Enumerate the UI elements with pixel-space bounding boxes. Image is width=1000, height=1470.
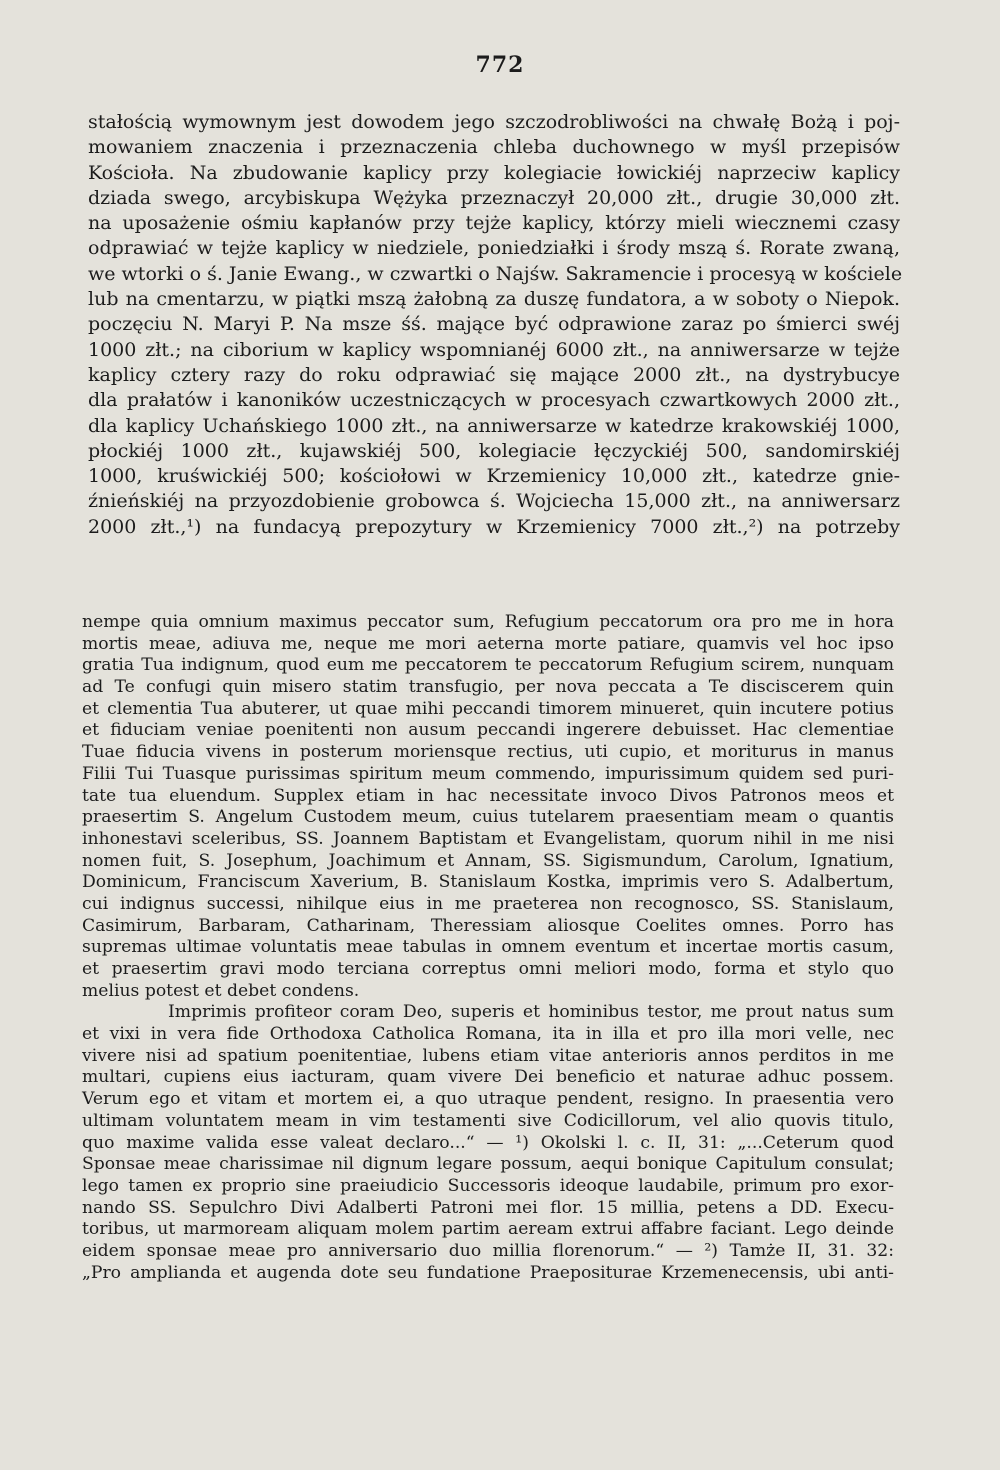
footnote-line: eidem sponsae meae pro anniversario duo millia florenorum.“ — ²) Tamże II, 31. 32:	[82, 1240, 894, 1261]
footnote-line: Filii Tui Tuasque purissimas spiritum meum commendo, impurissimum quidem sed puri-	[82, 763, 894, 784]
main-text-line: Kościoła. Na zbudowanie kaplicy przy kolegiacie łowickiéj naprzeciw kaplicy	[88, 161, 900, 184]
footnote-line: cui indignus successi, nihilque eius in me praeterea non recognosco, SS. Stanislaum,	[82, 893, 894, 914]
main-text-line: stałością wymownym jest dowodem jego szczodrobliwości na chwałę Bożą i poj-	[88, 111, 900, 133]
footnote-line: et fiduciam veniae poenitenti non ausum peccandi ingerere debuisset. Hac clementiae	[82, 720, 894, 741]
main-text-line: 1000, kruświckiéj 500; kościołowi w Krzemienicy 10,000 złt., katedrze gnie-	[88, 465, 900, 488]
main-text-line: na uposażenie ośmiu kapłanów przy tejże kaplicy, którzy mieli wiecznemi czasy	[88, 212, 900, 235]
footnote-line: Verum ego et vitam et mortem ei, a quo utraque pendent, resigno. In praesentia vero	[82, 1089, 894, 1110]
main-text-line: źnieńskiéj na przyozdobienie grobowca ś. Wojciecha 15,000 złt., na anniwersarz	[88, 490, 900, 513]
footnote-line: Sponsae meae charissimae nil dignum legare possum, aequi bonique Capitulum consulat;	[82, 1154, 894, 1175]
main-text-line: odprawiać w tejże kaplicy w niedziele, poniedziałki i środy mszą ś. Rorate zwaną,	[88, 237, 900, 260]
main-text-line: 1000 złt.; na ciborium w kaplicy wspomnianéj 6000 złt., na anniwersarze w tejże	[88, 338, 900, 361]
footnotes-block	[82, 612, 894, 1284]
footnote-line: Imprimis profiteor coram Deo, superis et hominibus testor, me prout natus sum	[168, 1002, 894, 1023]
main-text-line: płockiéj 1000 złt., kujawskiéj 500, kolegiacie łęczyckiéj 500, sandomirskiéj	[88, 439, 900, 462]
footnote-line: vivere nisi ad spatium poenitentiae, lubens etiam vitae anterioris annos perditos in me	[82, 1045, 894, 1066]
footnote-line: lego tamen ex proprio sine praeiudicio Successoris ideoque laudabile, primum pro exor-	[82, 1175, 894, 1196]
main-text-line: dla prałatów i kanoników uczestniczących w procesyach czwartkowych 2000 złt.,	[88, 389, 900, 412]
main-text-line: dziada swego, arcybiskupa Wężyka przeznaczył 20,000 złt., drugie 30,000 złt.	[88, 186, 900, 209]
footnote-line: melius potest et debet condens.	[82, 980, 360, 1001]
footnote-line: mortis meae, adiuva me, neque me mori aeterna morte patiare, quamvis vel hoc ipso	[82, 633, 894, 654]
footnote-line: et praesertim gravi modo terciana correptus omni meliori modo, forma et stylo quo	[82, 959, 894, 979]
footnote-line: et vixi in vera fide Orthodoxa Catholica Romana, ita in illa et pro illa mori velle, nec	[82, 1024, 894, 1045]
page-number: 772	[475, 52, 525, 78]
main-text-line: 2000 złt.,¹) na fundacyą prepozytury w Krzemienicy 7000 złt.,²) na potrzeby	[88, 515, 900, 538]
footnote-line: Tuae fiducia vivens in posterum moriensque rectius, uti cupio, et moriturus in manus	[82, 742, 894, 763]
main-text-line: mowaniem znaczenia i przeznaczenia chleba duchownego w myśl przepisów	[88, 136, 900, 159]
footnote-line: nempe quia omnium maximus peccator sum, Refugium peccatorum ora pro me in hora	[82, 612, 894, 632]
main-text-line: kaplicy cztery razy do roku odprawiać się mające 2000 złt., na dystrybucye	[88, 363, 900, 386]
footnote-line: tate tua eluendum. Supplex etiam in hac necessitate invoco Divos Patronos meos et	[82, 785, 894, 806]
main-text-line: we wtorki o ś. Janie Ewang., w czwartki o Najśw. Sakramencie i procesyą w kościele	[88, 262, 903, 285]
footnote-line: multari, cupiens eius iacturam, quam vivere Dei beneficio et naturae adhuc possem.	[82, 1067, 894, 1088]
footnote-line: nomen fuit, S. Josephum, Joachimum et Annam, SS. Sigismundum, Carolum, Ignatium,	[82, 850, 894, 871]
footnote-line: gratia Tua indignum, quod eum me peccatorem te peccatorum Refugium scirem, nunquam	[82, 655, 894, 676]
footnote-line: ad Te confugi quin misero statim transfugio, per nova peccata a Te disciscerem quin	[82, 677, 894, 698]
footnote-line: inhonestavi sceleribus, SS. Joannem Baptistam et Evangelistam, quorum nihil in me nisi	[82, 828, 894, 849]
footnote-line: toribus, ut marmoream aliquam molem partim aeream extrui affabre faciant. Lego deinde	[82, 1219, 894, 1240]
main-text-line: dla kaplicy Uchańskiego 1000 złt., na anniwersarze w katedrze krakowskiéj 1000,	[88, 414, 900, 437]
footnote-line: praesertim S. Angelum Custodem meum, cuius tutelarem praesentiam meam o quantis	[82, 807, 894, 828]
footnote-line: Dominicum, Franciscum Xaverium, B. Stanislaum Kostka, imprimis vero S. Adalbertum,	[82, 872, 894, 893]
footnote-line: nando SS. Sepulchro Divi Adalberti Patroni mei flor. 15 millia, petens a DD. Execu-	[82, 1197, 894, 1218]
footnote-line: Casimirum, Barbaram, Catharinam, Theressiam aliosque Coelites omnes. Porro has	[82, 915, 894, 936]
footnote-line: et clementia Tua abuterer, ut quae mihi peccandi timorem minueret, quin incutere potius	[82, 698, 894, 719]
footnote-line: „Pro amplianda et augenda dote seu fundatione Praepositurae Krzemenecensis, ubi anti-	[82, 1262, 894, 1283]
footnote-line: supremas ultimae voluntatis meae tabulas in omnem eventum et incertae mortis casum,	[82, 937, 894, 958]
footnote-line: quo maxime valida esse valeat declaro...“ — ¹) Okolski l. c. II, 31: „...Ceterum quod	[82, 1132, 894, 1153]
main-text-line: lub na cmentarzu, w piątki mszą żałobną za duszę fundatora, a w soboty o Niepok.	[88, 288, 900, 311]
main-text-line: poczęciu N. Maryi P. Na msze śś. mające być odprawione zaraz po śmierci swéj	[88, 313, 900, 336]
main-text-block	[88, 110, 903, 540]
footnote-line: ultimam voluntatem meam in vim testamenti sive Codicillorum, vel alio quovis titulo,	[82, 1110, 894, 1131]
